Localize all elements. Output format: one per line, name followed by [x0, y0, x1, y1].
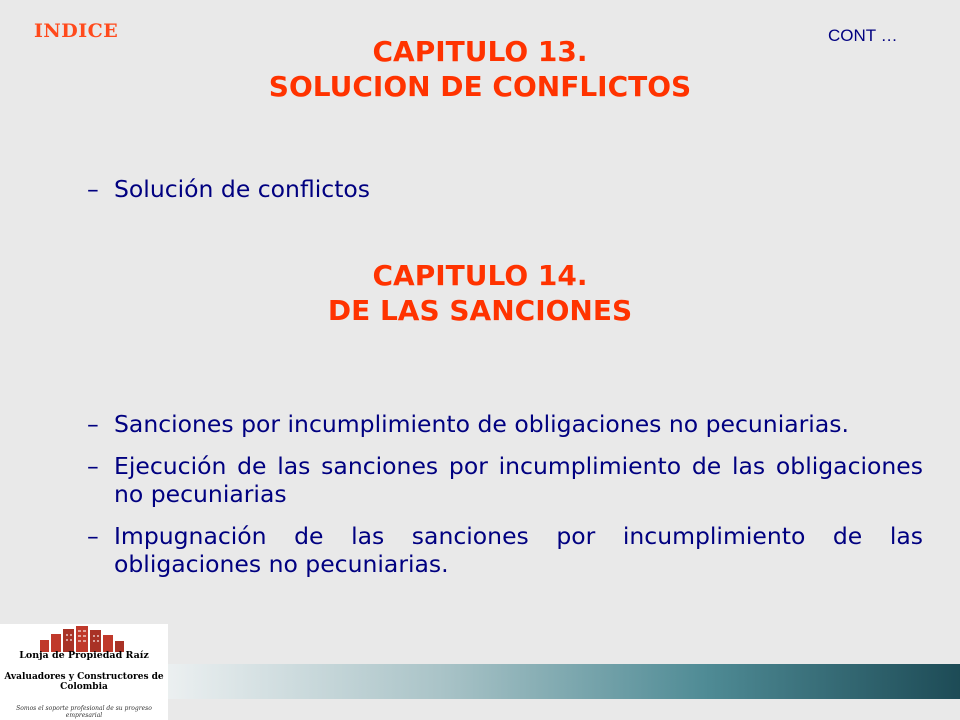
list-item-text: Sanciones por incumplimiento de obligaciones no pecuniarias. — [114, 410, 849, 438]
bullet-dash: – — [87, 175, 99, 203]
list-item-text: Ejecución de las sanciones por incumplimiento de las obligaciones no pecuniarias — [114, 452, 923, 508]
chapter-13-title — [0, 34, 960, 104]
chapter-14-items — [87, 410, 923, 592]
list-item-text: Impugnación de las sanciones por incumplimiento de las obligaciones no pecuniarias. — [114, 522, 923, 578]
list-item — [87, 410, 923, 438]
chapter-13-items — [87, 175, 923, 217]
list-item — [87, 522, 923, 578]
list-item-text: Solución de conflictos — [114, 175, 371, 203]
logo-name-line1: Lonja de Propiedad Raíz — [19, 650, 149, 661]
chapter-13-name: SOLUCION DE CONFLICTOS — [268, 70, 692, 103]
footer-gradient-bar — [165, 664, 960, 699]
logo-name-line2: Avaluadores y Constructores de Colombia — [4, 672, 164, 692]
chapter-14-title — [0, 258, 960, 328]
chapter-13-number: CAPITULO 13. — [372, 35, 588, 68]
bullet-dash: – — [87, 452, 99, 480]
continuation-label: CONT … — [828, 26, 898, 45]
logo-slogan: Somos el soporte profesional de su progreso empresarial — [16, 705, 152, 719]
bullet-dash: – — [87, 522, 99, 550]
bullet-dash: – — [87, 410, 99, 438]
chapter-14-number: CAPITULO 14. — [372, 259, 588, 292]
index-link[interactable]: INDICE — [34, 20, 119, 42]
list-item — [87, 452, 923, 508]
list-item — [87, 175, 923, 203]
chapter-14-name: DE LAS SANCIONES — [327, 294, 633, 327]
buildings-logo-icon — [10, 626, 160, 652]
